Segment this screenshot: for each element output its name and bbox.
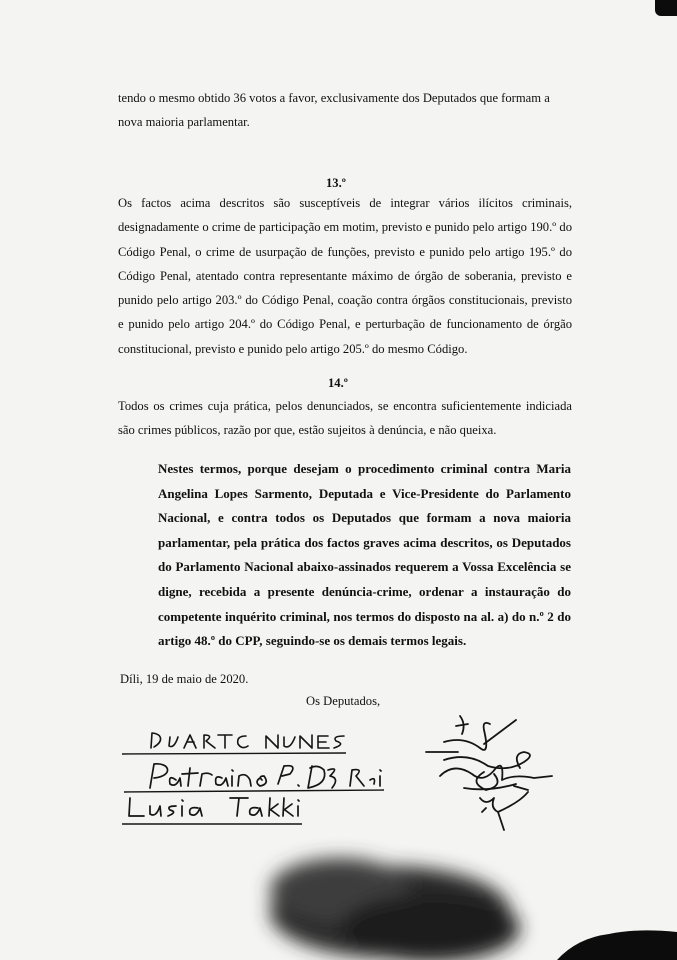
corner-shadow-bottom-right [557,928,677,960]
signatories-label: Os Deputados, [306,694,381,708]
scan-edge-shadow [655,0,677,16]
signature-patrocinio [118,758,388,796]
blurred-stamp-area [240,820,540,960]
place-and-date: Díli, 19 de maio de 2020. [120,672,249,686]
intro-line-2: nova maioria parlamentar. [118,115,250,130]
conclusion-paragraph: Nestes termos, porque desejam o procedimento criminal contra Maria Angelina Lopes Sarmento, Deputada e Vice-Presidente do Parlamento Nacional, e contra todos os Deputados que formam a nova maioria parlamentar, pela prática dos factos graves acima descritos, os Deputados do Parlamento Nacional abaixo-assinados requerem a Vossa Excelência se digne, recebida a presente denúncia-crime, ordenar a instauração do competente inquérito criminal, nos termos do disposto na al. a) do n.º 2 do artigo 48.º do CPP, seguindo-se os demais termos legais. [158,461,571,649]
intro-paragraph [118,86,558,135]
section-14-heading: 14.º [328,376,348,390]
section-13-paragraph: Os factos acima descritos são susceptíveis de integrar vários ilícitos criminais, designadamente o crime de participação em motim, previsto e punido pelo artigo 190.º do Código Penal, o crime de usurpação de funções, previsto e punido pelo artigo 195.º do Código Penal, atentado contra representante máximo de órgão de soberania, previsto e punido pelo artigo 203.º do Código Penal, coação contra órgãos constitucionais, previsto e punido pelo artigo 204.º do Código Penal, e perturbação de funcionamento de órgão constitucional, previsto e punido pelo artigo 205.º do mesmo Código. [118,196,572,356]
signature-duarte-nunes [118,726,348,758]
intro-line-1: tendo o mesmo obtido 36 votos a favor, exclusivamente dos Deputados que formam a [118,91,550,105]
section-13-heading: 13.º [326,176,346,190]
section-14-paragraph: Todos os crimes cuja prática, pelos denunciados, se encontra suficientemente indiciada são crimes públicos, razão por que, estão sujeitos à denúncia, e não queixa. [118,399,572,438]
